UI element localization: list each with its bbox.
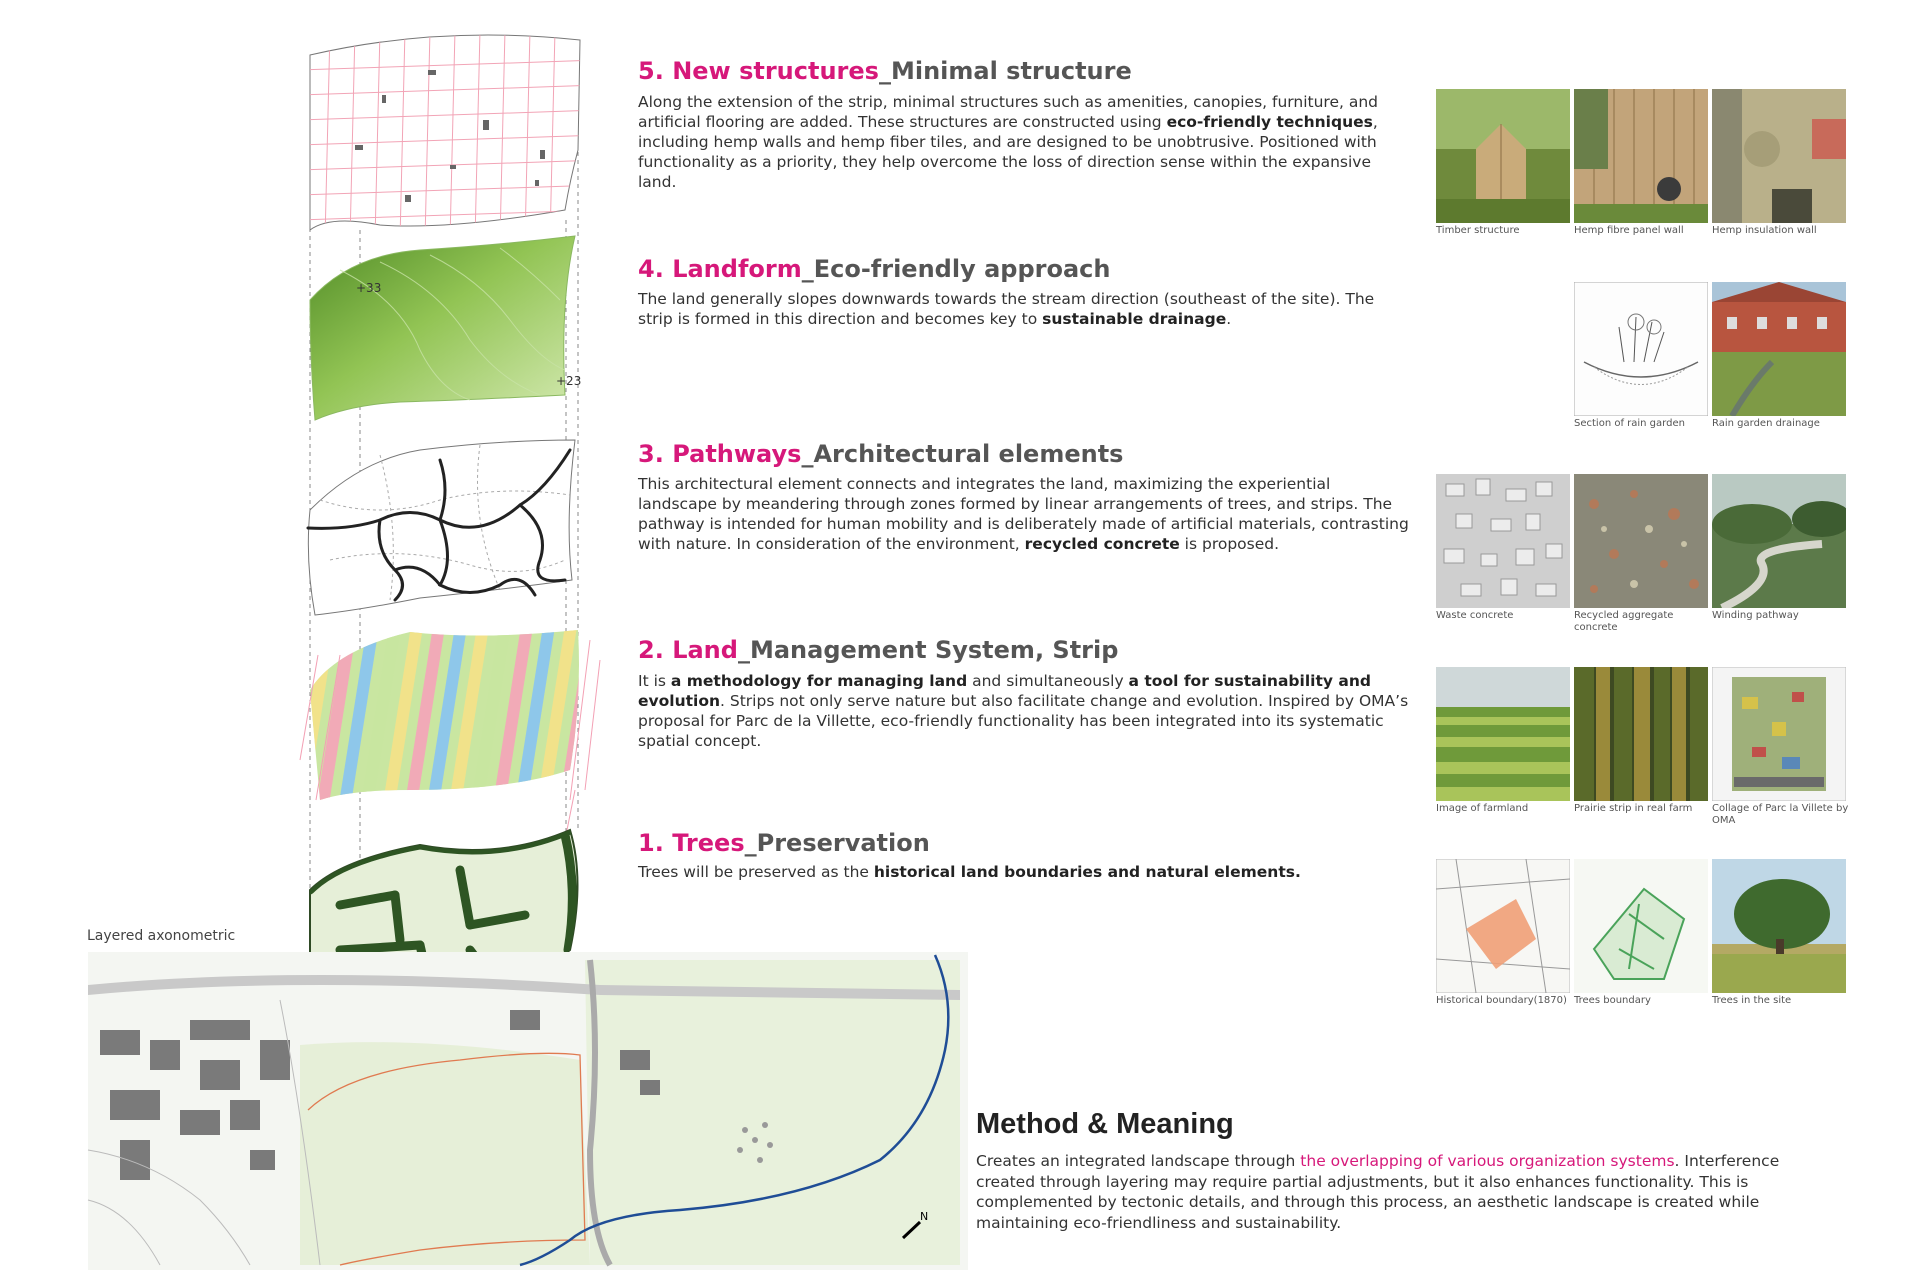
section-1-body	[638, 862, 1413, 882]
text-run: Along the extension of the strip, minimal structures such as amenities, canopies, furniture, and artificial flooring are added. These structures are constructed using	[638, 93, 1379, 131]
photo-historical-boundary	[1436, 859, 1570, 993]
photo-trees-boundary	[1574, 859, 1708, 993]
section-3-body	[638, 474, 1413, 554]
elevation-high-label: +33	[356, 281, 382, 295]
caption-recycled-aggregate-concrete: Recycled aggregate concrete	[1574, 610, 1674, 633]
caption-winding-pathway: Winding pathway	[1712, 610, 1799, 621]
text-run: Trees will be preserved as the	[638, 863, 874, 881]
north-label: N	[920, 1210, 929, 1223]
text-run: historical land boundaries and natural elements.	[873, 863, 1301, 881]
text-run: sustainable drainage	[1042, 310, 1227, 328]
method-title: Method & Meaning	[976, 1108, 1234, 1140]
caption-image-of-farmland: Image of farmland	[1436, 803, 1529, 814]
text-run: a tool for sustainability and evolution	[638, 672, 1371, 710]
photo-trees-in-the-site	[1712, 859, 1846, 993]
photo-waste-concrete	[1436, 474, 1570, 608]
photo-winding-pathway	[1712, 474, 1846, 608]
section-2-body	[638, 671, 1413, 751]
layer-5-structures	[300, 30, 600, 240]
photo-recycled-aggregate-concrete	[1574, 474, 1708, 608]
photo-prairie-strip-in-real-farm	[1574, 667, 1708, 801]
text-run: , including hemp walls and hemp fiber tiles, and are designed to be unobtrusive. Positioned with functionality as a priority, they help overcome the loss of direction sense within the expansive land.	[638, 113, 1378, 191]
text-run: is proposed.	[1179, 535, 1280, 553]
section-2-title: 2. Land_Management System, Strip	[638, 636, 1119, 664]
base-site-map	[88, 952, 968, 1270]
section-4-body	[638, 289, 1413, 329]
caption-section-of-rain-garden: Section of rain garden	[1574, 418, 1685, 429]
text-run: . Strips not only serve nature but also facilitate change and evolution. Inspired by OMA’s proposal for Parc de la Villette, eco-friendly functionality has been integrated into its systematic spatial concept.	[638, 692, 1409, 750]
photo-timber-structure	[1436, 89, 1570, 223]
section-5-body	[638, 92, 1413, 192]
photo-image-of-farmland	[1436, 667, 1570, 801]
photo-hemp-fibre-panel-wall	[1574, 89, 1708, 223]
layer-3-pathways	[308, 440, 575, 615]
photo-collage-of-parc-la-villete	[1712, 667, 1846, 801]
text-run: It is	[638, 672, 671, 690]
caption-hemp-insulation-wall: Hemp insulation wall	[1712, 225, 1817, 236]
text-run: recycled concrete	[1024, 535, 1180, 553]
caption-historical-boundary: Historical boundary(1870)	[1436, 995, 1567, 1006]
text-run: the overlapping of various organization systems	[1300, 1152, 1675, 1170]
method-body	[976, 1151, 1836, 1233]
text-run: The land generally slopes downwards towards the stream direction (southeast of the site). The strip is formed in this direction and becomes key to	[638, 290, 1375, 328]
caption-rain-garden-drainage: Rain garden drainage	[1712, 418, 1820, 429]
caption-trees-boundary: Trees boundary	[1574, 995, 1651, 1006]
section-5-title: 5. New structures_Minimal structure	[638, 57, 1132, 85]
section-3-title: 3. Pathways_Architectural elements	[638, 440, 1124, 468]
caption-waste-concrete: Waste concrete	[1436, 610, 1514, 621]
text-run: eco-friendly techniques	[1166, 113, 1373, 131]
text-run: This architectural element connects and integrates the land, maximizing the experiential landscape by meandering through zones formed by linear arrangements of trees, and strips. The pathway is intended for human mobility and is deliberately made of artificial materials, contrasting with nature. In consideration of the environment,	[638, 475, 1409, 553]
photo-rain-garden-drainage	[1712, 282, 1846, 416]
text-run: .	[1226, 310, 1232, 328]
text-run: a methodology for managing land	[670, 672, 968, 690]
photo-section-of-rain-garden	[1574, 282, 1708, 416]
elevation-low-label: +23	[556, 374, 582, 388]
text-run: and simultaneously	[967, 672, 1129, 690]
layer-4-landform	[310, 236, 581, 420]
axo-label: Layered axonometric	[87, 928, 236, 944]
text-run: Creates an integrated landscape through	[976, 1152, 1301, 1170]
caption-timber-structure: Timber structure	[1436, 225, 1520, 236]
caption-hemp-fibre-panel-wall: Hemp fibre panel wall	[1574, 225, 1684, 236]
layer-2-strips	[300, 620, 616, 840]
photo-hemp-insulation-wall	[1712, 89, 1846, 223]
caption-collage-of-parc-la-villete: Collage of Parc la Villete by OMA	[1712, 803, 1849, 826]
text-run: . Interference created through layering may require partial adjustments, but it also enhances functionality. This is complemented by tectonic details, and through this process, an aesthetic landscape is created while maintaining eco-friendliness and sustainability.	[976, 1152, 1780, 1232]
section-1-title: 1. Trees_Preservation	[638, 829, 930, 857]
caption-prairie-strip-in-real-farm: Prairie strip in real farm	[1574, 803, 1693, 814]
section-4-title: 4. Landform_Eco-friendly approach	[638, 255, 1111, 283]
caption-trees-in-the-site: Trees in the site	[1712, 995, 1792, 1006]
